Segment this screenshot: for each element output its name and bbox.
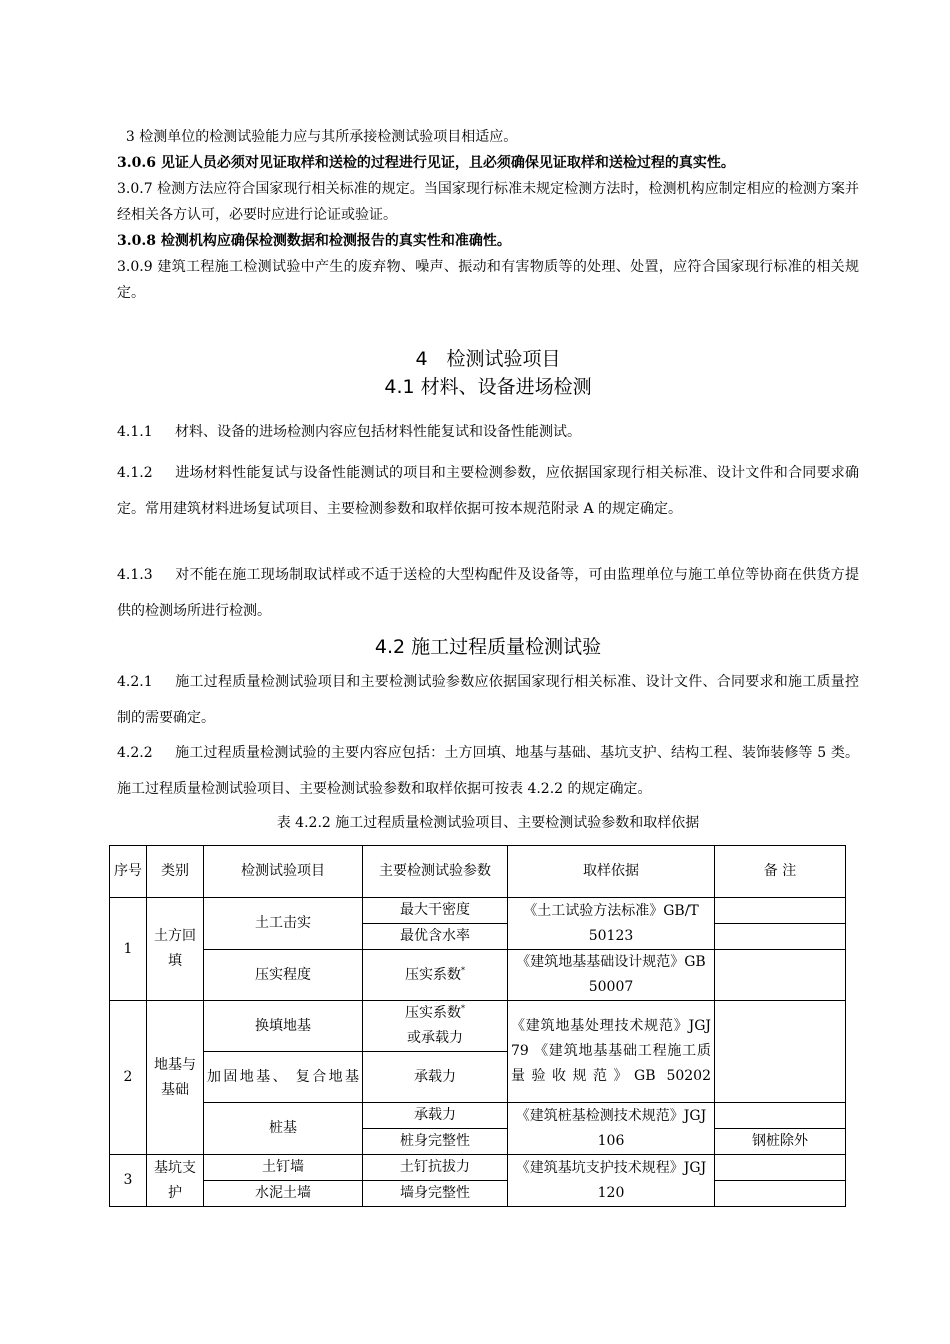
table-row <box>110 898 846 924</box>
clause-4-2-2: 4.2.2 施工过程质量检测试验的主要内容应包括：土方回填、地基与基础、基坑支护、结构工程、装饰装修等 5 类。施工过程质量检测试验项目、主要检测试验参数和取样依据可按表 4.2.2 的规定确定。 <box>117 745 859 797</box>
clause-4-1-3: 4.1.3 对不能在施工现场制取试样或不适于送检的大型构配件及设备等，可由监理单位与施工单位等协商在供货方提供的检测场所进行检测。 <box>117 567 859 619</box>
header-item: 检测试验项目 <box>204 846 363 898</box>
parameter-cell: 承载力 <box>363 1103 508 1129</box>
basis-cell: 《建筑地基基础设计规范》GB 50007 <box>508 950 715 1001</box>
footnote-mark: * <box>461 1004 465 1013</box>
parameter-cell: 承载力 <box>363 1052 508 1103</box>
basis-cell: 《建筑桩基检测技术规范》JGJ 106 <box>508 1103 715 1155</box>
remark-cell <box>715 950 846 1001</box>
clause-3-0-9: 3.0.9 建筑工程施工检测试验中产生的废弃物、噪声、振动和有害物质等的处理、处置，应符合国家现行标准的相关规定。 <box>117 259 859 301</box>
parameter-cell: 墙身完整性 <box>363 1181 508 1207</box>
remark-cell <box>715 924 846 950</box>
clause-4-1-2: 4.1.2 进场材料性能复试与设备性能测试的项目和主要检测参数，应依据国家现行相关标准、设计文件和合同要求确定。常用建筑材料进场复试项目、主要检测参数和取样依据可按本规范附录 A 的规定确定。 <box>117 465 859 517</box>
item-cell: 水泥土墙 <box>204 1181 363 1207</box>
clause-3-item-3: 3 检测单位的检测试验能力应与其所承接检测试验项目相适应。 <box>125 129 518 145</box>
table-caption: 表 4.2.2 施工过程质量检测试验项目、主要检测试验参数和取样依据 <box>276 815 700 831</box>
clause-3-0-6: 3.0.6 见证人员必须对见证取样和送检的过程进行见证，且必须确保见证取样和送检过程的真实性。 <box>117 155 735 171</box>
section-4-2-title: 4.2 施工过程质量检测试验 <box>374 636 602 658</box>
header-category: 类别 <box>147 846 204 898</box>
clause-3-0-7: 3.0.7 检测方法应符合国家现行相关标准的规定。当国家现行标准未规定检测方法时，检测机构应制定相应的检测方案并经相关各方认可，必要时应进行论证或验证。 <box>117 181 859 223</box>
clause-4-1-1: 4.1.1 材料、设备的进场检测内容应包括材料性能复试和设备性能测试。 <box>117 424 581 440</box>
item-cell: 土钉墙 <box>204 1155 363 1181</box>
item-cell: 换填地基 <box>204 1001 363 1052</box>
remark-cell <box>715 1001 846 1103</box>
remark-cell <box>715 898 846 924</box>
table-header-row <box>110 846 846 898</box>
row-number: 1 <box>110 898 147 1001</box>
chapter-title: 4 检测试验项目 <box>415 348 561 370</box>
table-row <box>110 1001 846 1052</box>
category-cell: 土方回填 <box>147 898 204 1001</box>
basis-cell: 《建筑地基处理技术规范》JGJ 79 《建筑地基基础工程施工质量验收规范》GB 50202 <box>508 1001 715 1103</box>
header-parameter: 主要检测试验参数 <box>363 846 508 898</box>
parameter-cell: 压实系数* <box>363 950 508 1001</box>
parameter-cell: 压实系数* 或承载力 <box>363 1001 508 1052</box>
category-cell: 基坑支护 <box>147 1155 204 1207</box>
item-cell: 加固地基、 复合地基 <box>204 1052 363 1103</box>
item-cell: 桩基 <box>204 1103 363 1155</box>
clause-4-2-1: 4.2.1 施工过程质量检测试验项目和主要检测试验参数应依据国家现行相关标准、设计文件、合同要求和施工质量控制的需要确定。 <box>117 674 859 726</box>
remark-cell: 钢桩除外 <box>715 1129 846 1155</box>
table-row <box>110 1155 846 1181</box>
header-basis: 取样依据 <box>508 846 715 898</box>
item-cell: 压实程度 <box>204 950 363 1001</box>
basis-cell: 《建筑基坑支护技术规程》JGJ 120 <box>508 1155 715 1207</box>
remark-cell <box>715 1103 846 1129</box>
basis-cell: 《土工试验方法标准》GB/T 50123 <box>508 898 715 950</box>
table-row <box>110 1103 846 1129</box>
parameter-cell: 最大干密度 <box>363 898 508 924</box>
table-row <box>110 1181 846 1207</box>
parameter-cell: 桩身完整性 <box>363 1129 508 1155</box>
row-number: 3 <box>110 1155 147 1207</box>
footnote-mark: * <box>461 965 465 975</box>
category-cell: 地基与基础 <box>147 1001 204 1155</box>
header-no: 序号 <box>110 846 147 898</box>
parameter-cell: 最优含水率 <box>363 924 508 950</box>
remark-cell <box>715 1155 846 1181</box>
table-row <box>110 950 846 976</box>
row-number: 2 <box>110 1001 147 1155</box>
item-cell: 土工击实 <box>204 898 363 950</box>
remark-cell <box>715 1181 846 1207</box>
section-4-1-title: 4.1 材料、设备进场检测 <box>384 376 592 398</box>
clause-3-0-8: 3.0.8 检测机构应确保检测数据和检测报告的真实性和准确性。 <box>117 233 511 249</box>
parameter-cell: 土钉抗拔力 <box>363 1155 508 1181</box>
header-remark: 备 注 <box>715 846 846 898</box>
inspection-table <box>109 845 846 1207</box>
